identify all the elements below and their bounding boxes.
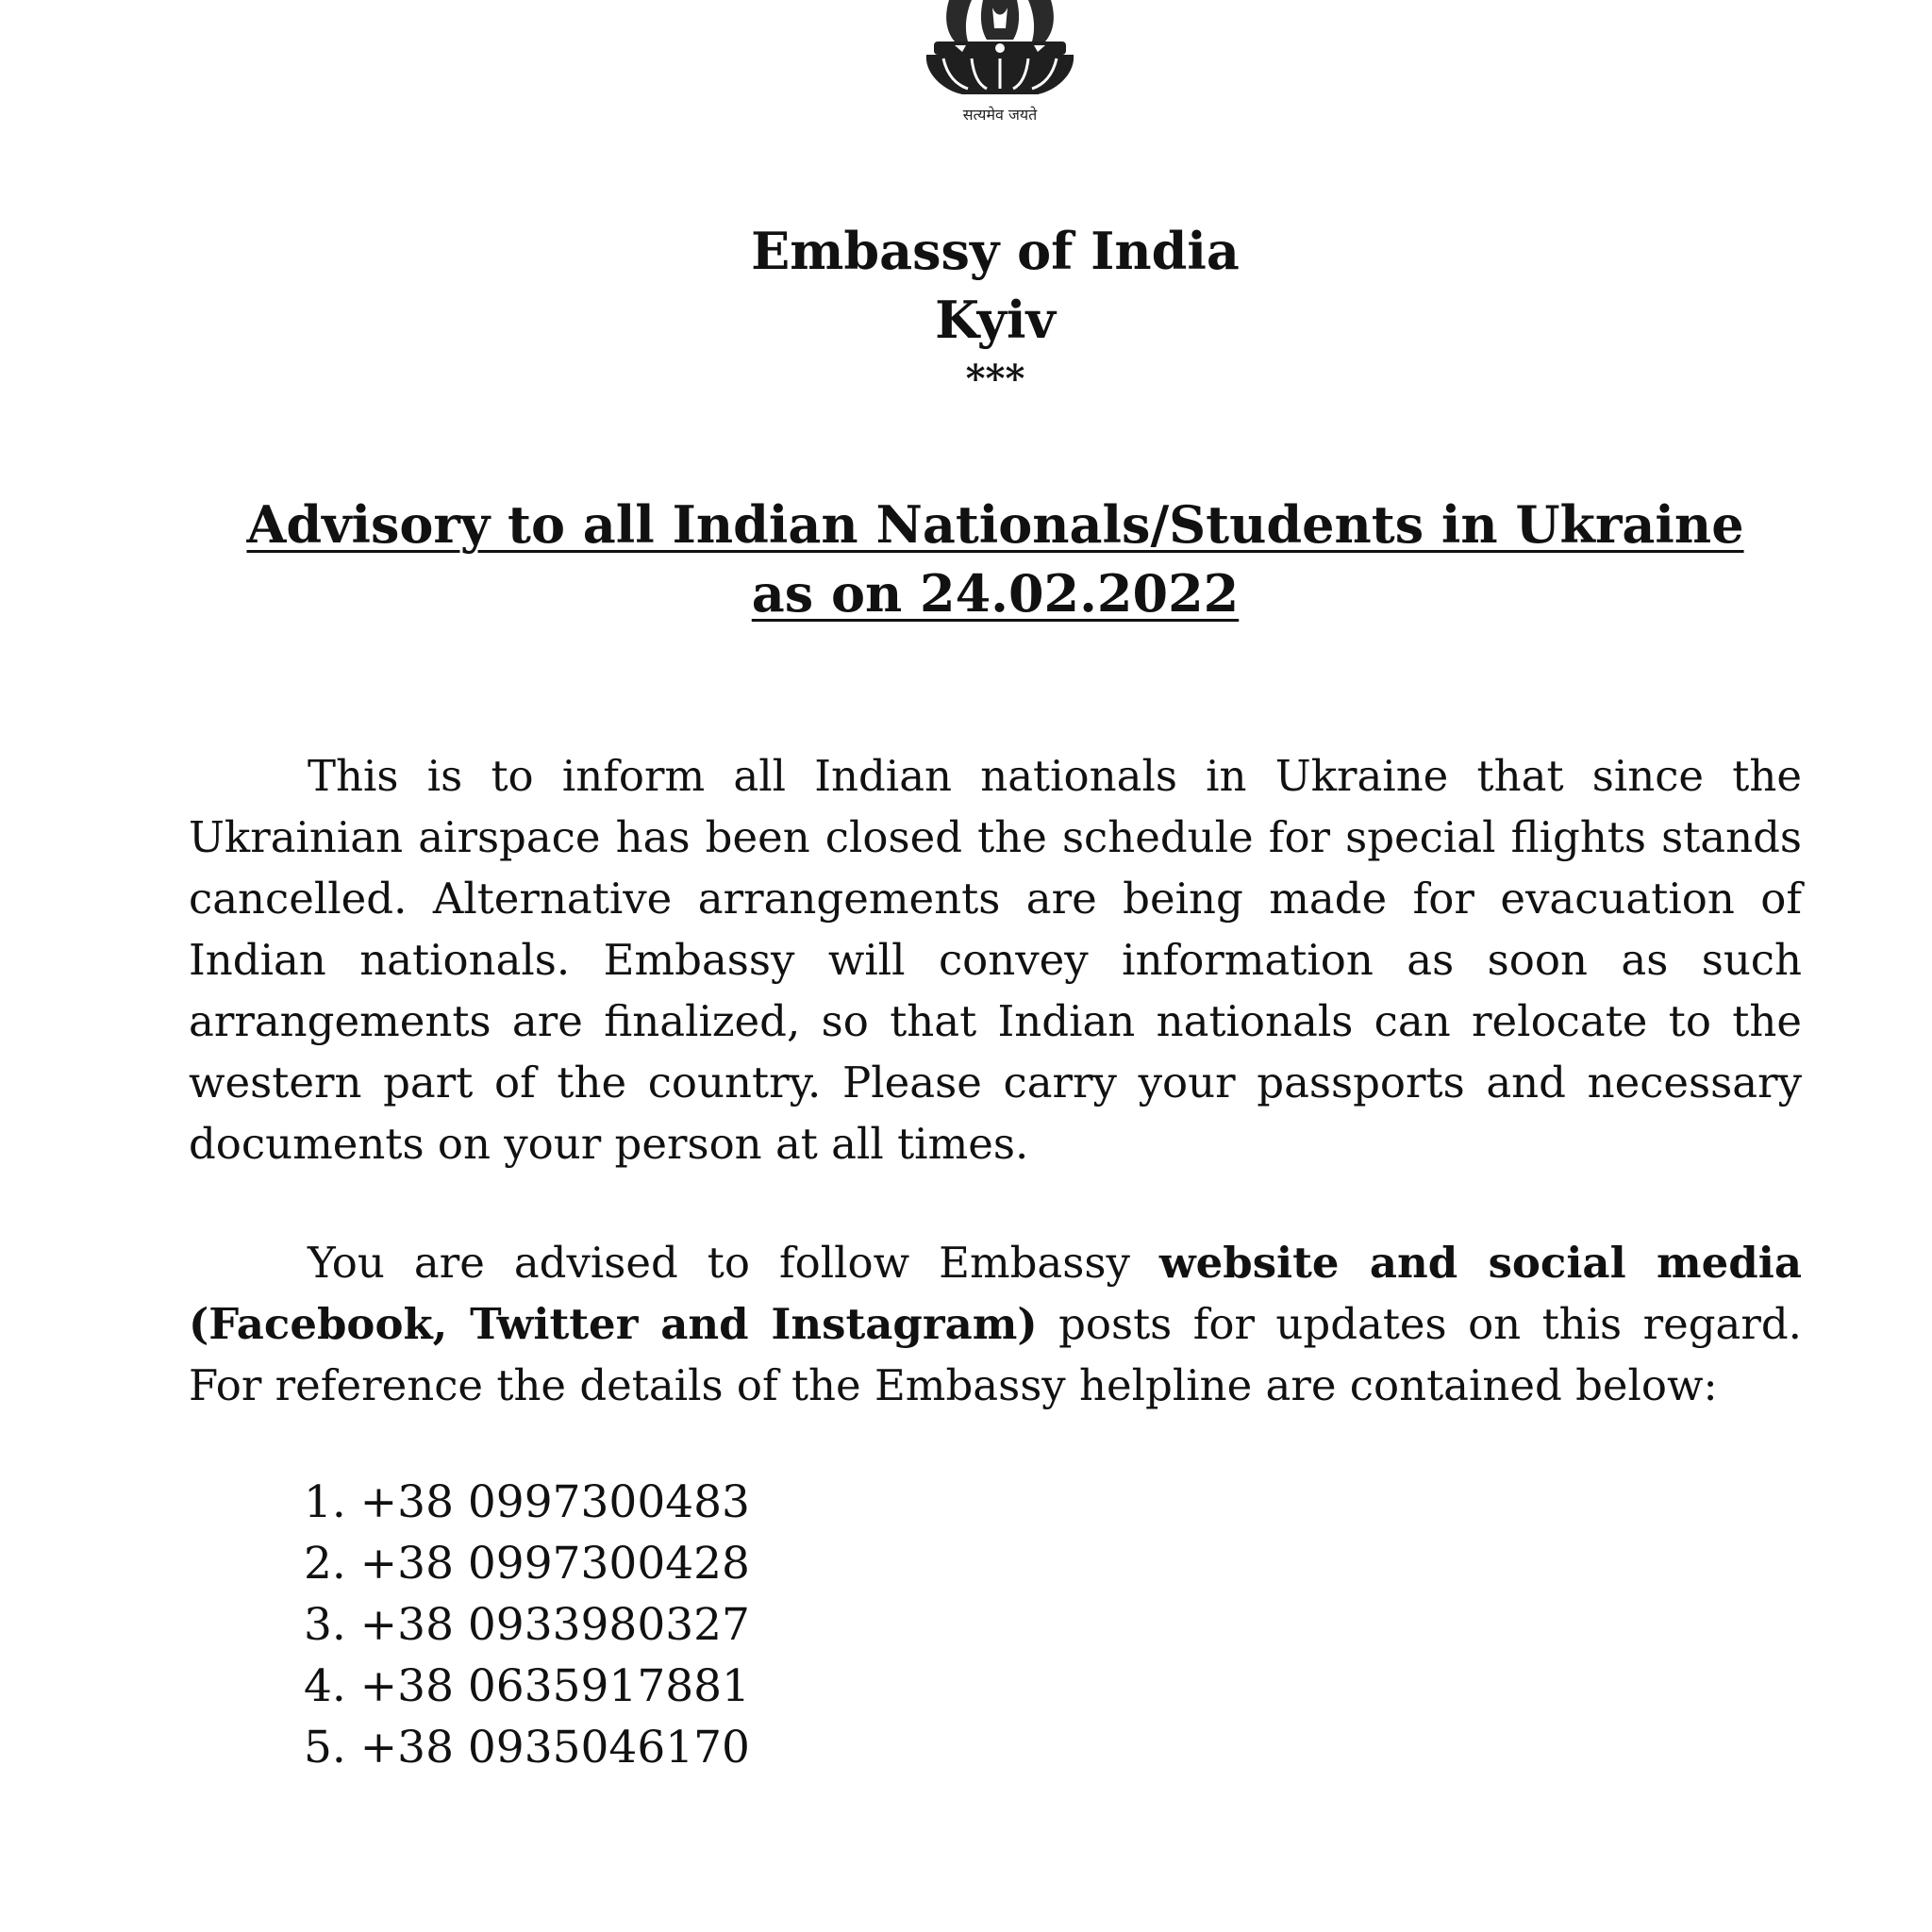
paragraph-follow-updates-lead: You are advised to follow Embassy — [308, 1238, 1159, 1288]
helpline-number: 4. +38 0635917881 — [304, 1660, 750, 1712]
helpline-number: 2. +38 0997300428 — [304, 1538, 750, 1590]
embassy-city: Kyiv — [935, 290, 1056, 350]
helpline-number: 1. +38 0997300483 — [304, 1476, 750, 1528]
advisory-title — [0, 491, 1932, 628]
paragraph-follow-updates — [189, 1232, 1802, 1416]
letterhead — [0, 217, 1932, 401]
paragraph-airspace-closed-text: This is to inform all Indian nationals in Ukraine that since the Ukrainian airspace has been closed the schedule for special flights stands cancelled. Alternative arrangements are being made for evacuation of Indian nationals. Embassy will convey information as soon as such arrangements are finalized, so that Indian nationals can relocate to the western part of the country. Please carry your passports and necessary documents on your person at all times. — [189, 751, 1802, 1169]
advisory-title-line1: Advisory to all Indian Nationals/Students in Ukraine — [246, 494, 1744, 555]
emblem-motto: सत्यमेव जयते — [962, 106, 1038, 124]
separator-stars: *** — [965, 357, 1025, 401]
paragraph-airspace-closed — [189, 745, 1802, 1174]
helpline-number: 3. +38 0933980327 — [304, 1599, 750, 1651]
helpline-number: 5. +38 0935046170 — [304, 1722, 750, 1774]
embassy-name: Embassy of India — [751, 221, 1240, 281]
paragraph-follow-updates-tail: posts for updates on this regard. For reference the details of the Embassy helpline are contained below: — [189, 1299, 1802, 1410]
paragraph-follow-updates-bold: website and social media (Facebook, Twitter and Instagram) — [189, 1238, 1802, 1349]
advisory-title-line2: as on 24.02.2022 — [751, 563, 1240, 624]
helpline-list — [304, 1472, 750, 1778]
